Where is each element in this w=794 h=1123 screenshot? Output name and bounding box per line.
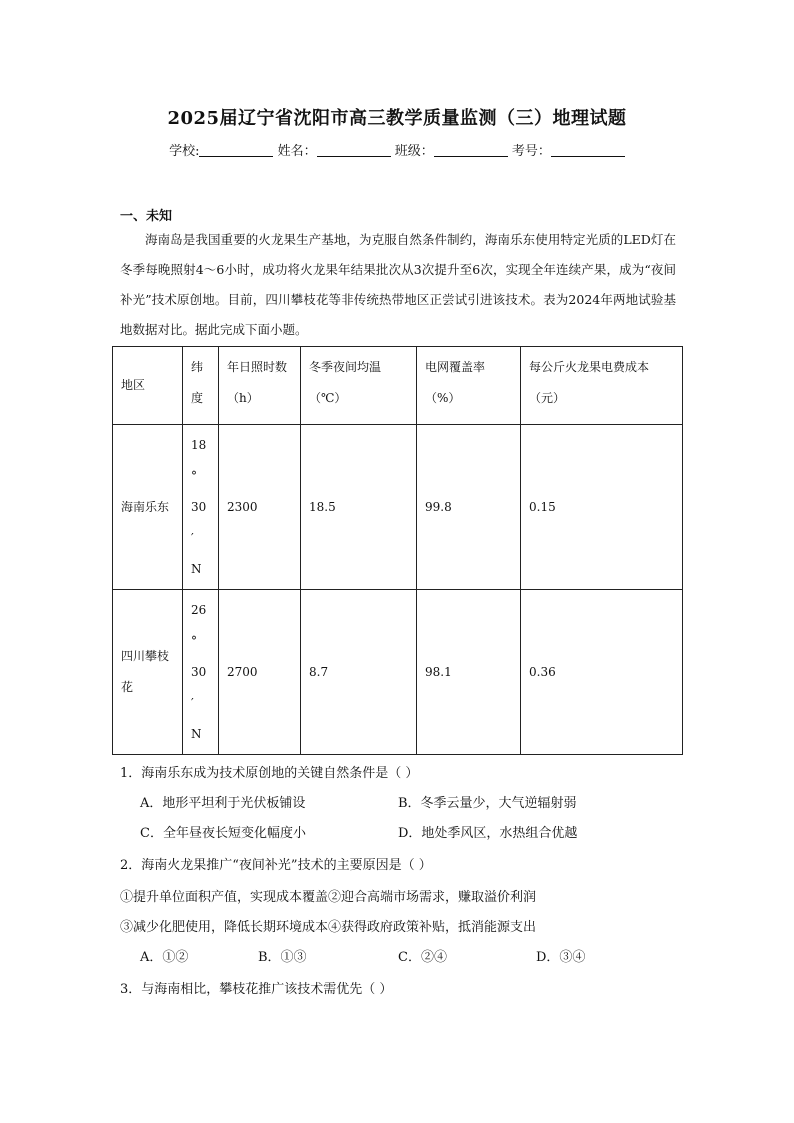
class-label: 班级： (394, 144, 434, 159)
q2-option-a[interactable]: A．①② (140, 950, 189, 965)
header-cell: 年日照时数（h） (219, 347, 301, 425)
q2-option-b[interactable]: B．①③ (258, 950, 307, 965)
school-blank[interactable] (199, 144, 273, 157)
q2-option-c[interactable]: C．②④ (398, 950, 447, 965)
lat-part: 18 (191, 437, 207, 452)
school-label: 学校: (169, 144, 200, 159)
latitude-cell (183, 425, 219, 590)
lat-part: ° (191, 468, 197, 483)
header-cell: 纬度 (183, 347, 219, 425)
question-3-stem: 3．与海南相比，攀枝花推广该技术需优先（ ） (120, 982, 393, 997)
name-blank[interactable] (317, 144, 391, 157)
lat-part: 26 (191, 602, 207, 617)
table-row (113, 590, 683, 755)
class-blank[interactable] (434, 144, 508, 157)
table-header-row (113, 347, 683, 425)
lat-part: ′ (191, 530, 194, 545)
region-cell: 海南乐东 (113, 425, 183, 590)
latitude-cell (183, 590, 219, 755)
exam-no-label: 考号： (511, 144, 551, 159)
question-2-stem: 2．海南火龙果推广“夜间补光”技术的主要原因是（ ） (120, 858, 432, 873)
sunshine-cell: 2700 (219, 590, 301, 755)
cost-cell: 0.36 (521, 590, 683, 755)
lat-part: N (191, 561, 202, 576)
name-label: 姓名： (277, 144, 317, 159)
region-cell: 四川攀枝花 (113, 590, 183, 755)
table-row (113, 425, 683, 590)
q2-option-d[interactable]: D．③④ (536, 950, 586, 965)
lat-part: ° (191, 633, 197, 648)
header-cell: 每公斤火龙果电费成本（元） (521, 347, 683, 425)
lat-part: 30 (191, 499, 207, 514)
lat-part: 30 (191, 664, 207, 679)
question-1-stem: 1．海南乐东成为技术原创地的关键自然条件是（ ） (120, 766, 419, 781)
header-cell: 冬季夜间均温（℃） (301, 347, 417, 425)
page-title: 2025届辽宁省沈阳市高三教学质量监测（三）地理试题 (167, 108, 627, 129)
lat-part: N (191, 726, 202, 741)
lat-part: ′ (191, 695, 194, 710)
q1-option-b[interactable]: B．冬季云量少，大气逆辐射弱 (398, 796, 577, 811)
sunshine-cell: 2300 (219, 425, 301, 590)
student-info-line (0, 140, 794, 159)
q1-option-a[interactable]: A．地形平坦利于光伏板铺设 (140, 796, 306, 811)
grid-cell: 99.8 (417, 425, 521, 590)
passage: 海南岛是我国重要的火龙果生产基地，为克服自然条件制约，海南乐东使用特定光质的LED灯在冬季每晚照射4～6小时，成功将火龙果年结果批次从3次提升至6次，实现全年连续产果，成为“夜间补光”技术原创地。目前，四川攀枝花等非传统热带地区正尝试引进该技术。表为2024年两地试验基地数据对比。据此完成下面小题。 (120, 232, 676, 337)
exam-no-blank[interactable] (551, 144, 625, 157)
cost-cell: 0.15 (521, 425, 683, 590)
q2-statements-2: ③减少化肥使用，降低长期环境成本④获得政府政策补贴，抵消能源支出 (120, 920, 537, 935)
data-table (112, 346, 683, 755)
temp-cell: 18.5 (301, 425, 417, 590)
header-cell: 电网覆盖率（%） (417, 347, 521, 425)
q1-option-d[interactable]: D．地处季风区，水热组合优越 (398, 826, 578, 841)
temp-cell: 8.7 (301, 590, 417, 755)
q1-option-c[interactable]: C．全年昼夜长短变化幅度小 (140, 826, 306, 841)
grid-cell: 98.1 (417, 590, 521, 755)
q2-statements-1: ①提升单位面积产值，实现成本覆盖②迎合高端市场需求，赚取溢价利润 (120, 890, 537, 905)
section-heading: 一、未知 (120, 209, 173, 224)
header-cell: 地区 (113, 347, 183, 425)
